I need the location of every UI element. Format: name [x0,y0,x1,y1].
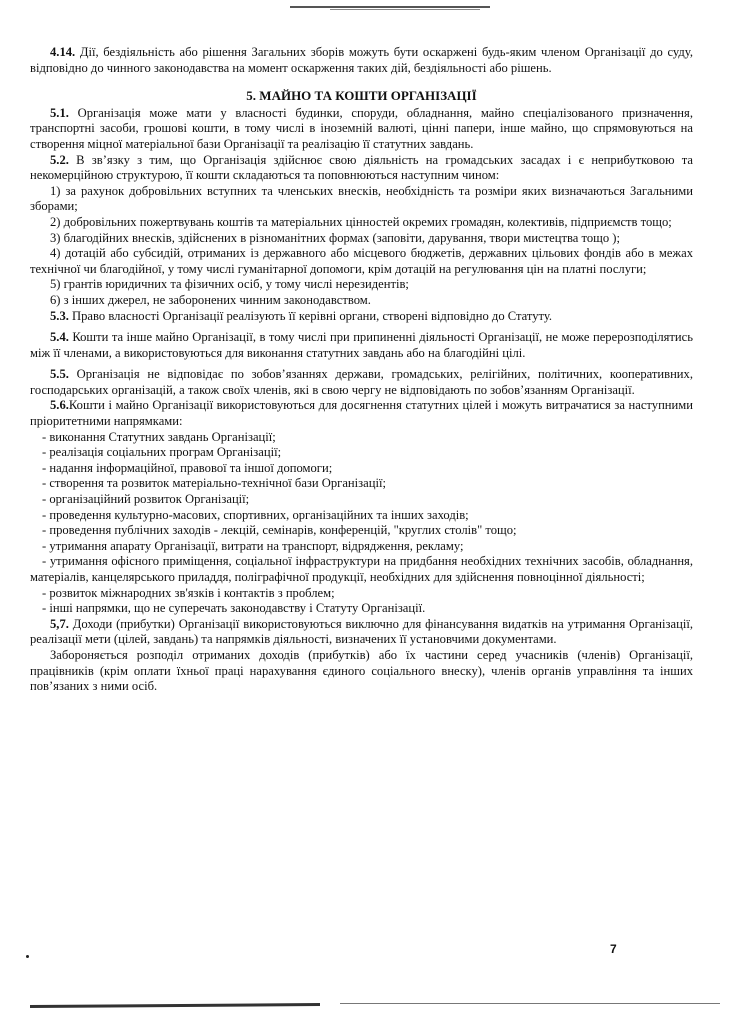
paragraph-5-6 [30,398,693,429]
list-item: 4) дотацій або субсидій, отриманих із державного або місцевого бюджетів, державних цільових фондів або в межах технічної чи благодійної, у тому числі гуманітарної допомоги, крім дотацій на регулювання цін на платні послуги; [30,246,693,276]
clause-text: Доходи (прибутки) Організації використовуються виключно для фінансування видатків на утримання Організації, реалізації мети (цілей, завдань) та напрямків діяльності, визначених її установчими документами. [30,616,693,647]
list-item: 3) благодійних внесків, здійснених в різноманітних формах (заповіти, дарування, твори мистецтва тощо ); [50,230,620,245]
document-page [30,45,693,695]
list-item: - утримання апарату Організації, витрати на транспорт, відрядження, рекламу; [42,538,464,553]
clause-text: Організація може мати у власності будинки, споруди, обладнання, майно спеціалізованого призначення, транспортні засоби, грошові кошти, в тому числі в іноземній валюті, цінні папери, інше майно, що спрямовуються на створення міцної матеріальної бази Організації та реалізацію її статутних завдань. [30,105,693,151]
scan-speck [26,955,29,958]
clause-number: 5.3. [50,308,69,323]
clause-text: В зв’язку з тим, що Організація здійснює свою діяльність на громадських засадах і є неприбутковою та некомерційною структурою, її кошти складаються та поповнюються наступним чином: [30,152,693,183]
clause-text: Право власності Організації реалізують її керівні органи, створені відповідно до Статуту. [68,308,553,323]
list-item: - розвиток міжнародних зв'язків і контактів з проблем; [42,585,335,600]
list-item: - проведення культурно-масових, спортивних, організаційних та інших заходів; [42,507,469,522]
clause-number: 5.4. [50,330,69,345]
paragraph-prohibition: Забороняється розподіл отриманих доходів (прибутків) або їх частини серед учасників (членів) Організації, працівників (крім оплати їхньої праці нарахування єдиного соціального внеску), членів органів управління та інших пов’язаних з ними осіб. [30,647,693,694]
list-item: - створення та розвиток матеріально-технічної бази Організації; [42,476,386,491]
clause-text: Кошти і майно Організації використовуються для досягнення статутних цілей і можуть витрачатися за наступними пріоритетними напрямками: [30,398,693,429]
page-number: 7 [610,942,617,956]
clause-number: 5.6. [50,398,69,413]
list-item: - інші напрямки, що не суперечать законодавству і Статуту Організації. [42,601,426,616]
paragraph-5-1 [30,106,693,153]
scan-artifact-bottom-2 [340,1003,720,1004]
paragraph-5-5 [30,367,693,398]
clause-number: 4.14. [50,45,76,59]
list-item: - організаційний розвиток Організації; [42,492,250,507]
paragraph-5-3 [30,309,693,325]
list-item: 6) з інших джерел, не заборонених чинним законодавством. [50,292,371,307]
paragraph-5-2 [30,153,693,184]
list-item: 5) грантів юридичних та фізичних осіб, у тому числі нерезидентів; [50,277,409,292]
list-item: - утримання офісного приміщення, соціальної інфраструктури на придбання необхідних технічних засобів, обладнання, матеріалів, канцелярського приладдя, поліграфічної продукції, необхідних для здійснення повноцінної діяльності; [30,554,693,584]
clause-text: Кошти та інше майно Організації, в тому числі при припиненні діяльності Організації, не може перерозподілятись між її членами, а використовуються для виконання статутних завдань або на благодійні цілі. [30,330,693,360]
list-item: 1) за рахунок добровільних вступних та членських внесків, необхідність та розміри яких визначаються Загальними зборами; [30,183,693,214]
paragraph-5-4 [30,330,693,361]
scan-artifact-top-2 [330,9,480,10]
section-heading: 5. МАЙНО ТА КОШТИ ОРГАНІЗАЦІЇ [246,88,477,104]
scan-artifact-bottom [30,1003,320,1008]
clause-text: Дії, бездіяльність або рішення Загальних зборів можуть бути оскаржені будь-яким членом Організації до суду, відповідно до чинного законодавства на момент оскарження таких дій, бездіяльності або рішень. [30,45,693,75]
list-item: - виконання Статутних завдань Організації; [42,429,276,444]
paragraph-5-7 [30,617,693,648]
clause-text: Організація не відповідає по зобов’язаннях держави, громадських, релігійних, політичних, кооперативних, господарських організацій, а також своїх членів, які в свою чергу не відповідають по зобов’язанням Організації. [30,367,693,397]
clause-number: 5,7. [50,616,69,631]
list-item: - надання інформаційної, правової та іншої допомоги; [42,460,333,475]
list-item: - реалізація соціальних програм Організації; [42,445,282,460]
list-item: 2) добровільних пожертвувань коштів та матеріальних цінностей окремих громадян, колективів, підприємств тощо; [50,214,672,229]
paragraph-4-14 [30,45,693,76]
clause-number: 5.1. [50,105,69,120]
clause-number: 5.5. [50,367,69,382]
clause-number: 5.2. [50,152,69,167]
scan-artifact-top [290,6,490,8]
list-item: - проведення публічних заходів - лекцій, семінарів, конференцій, "круглих столів" тощо; [42,523,517,538]
